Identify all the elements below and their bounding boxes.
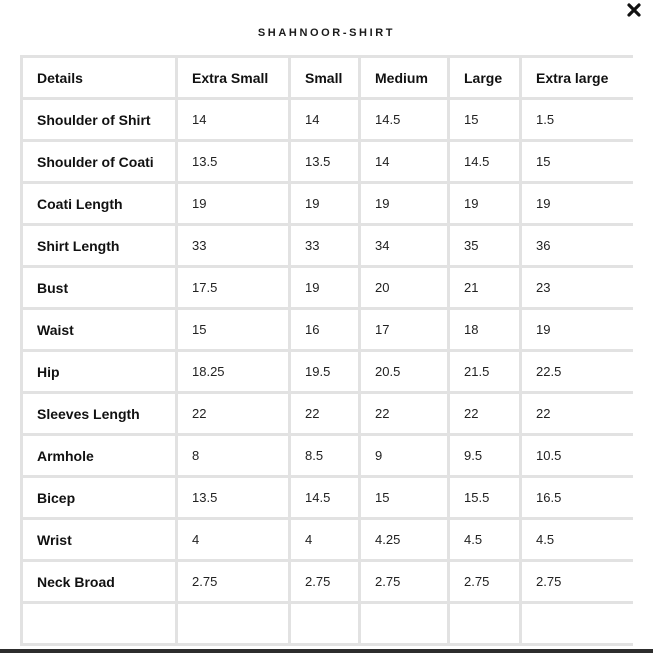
row-label: Sleeves Length bbox=[22, 393, 177, 435]
table-header-row bbox=[22, 57, 634, 99]
table-cell: 14 bbox=[360, 141, 449, 183]
column-header-size: Extra large bbox=[521, 57, 634, 99]
table-cell: 19 bbox=[290, 183, 360, 225]
table-cell: 2.75 bbox=[177, 561, 290, 603]
table-cell: 8.5 bbox=[290, 435, 360, 477]
table-cell bbox=[360, 603, 449, 645]
table-cell bbox=[521, 603, 634, 645]
table-cell: 19 bbox=[521, 183, 634, 225]
table-row bbox=[22, 267, 634, 309]
table-cell: 22 bbox=[521, 393, 634, 435]
table-cell: 4 bbox=[290, 519, 360, 561]
row-label: Coati Length bbox=[22, 183, 177, 225]
table-cell: 20.5 bbox=[360, 351, 449, 393]
row-label: Waist bbox=[22, 309, 177, 351]
table-cell: 15.5 bbox=[449, 477, 521, 519]
table-row bbox=[22, 225, 634, 267]
table-cell: 15 bbox=[177, 309, 290, 351]
row-label: Armhole bbox=[22, 435, 177, 477]
table-cell: 34 bbox=[360, 225, 449, 267]
column-header-details: Details bbox=[22, 57, 177, 99]
table-cell: 2.75 bbox=[449, 561, 521, 603]
column-header-size: Small bbox=[290, 57, 360, 99]
table-cell: 13.5 bbox=[290, 141, 360, 183]
row-label: Hip bbox=[22, 351, 177, 393]
table-cell: 19 bbox=[449, 183, 521, 225]
table-row bbox=[22, 435, 634, 477]
table-cell: 4 bbox=[177, 519, 290, 561]
table-cell: 22 bbox=[177, 393, 290, 435]
close-icon bbox=[624, 0, 644, 20]
table-row bbox=[22, 477, 634, 519]
column-header-size: Extra Small bbox=[177, 57, 290, 99]
row-label: Neck Broad bbox=[22, 561, 177, 603]
table-cell bbox=[290, 603, 360, 645]
table-cell: 21 bbox=[449, 267, 521, 309]
table-cell: 19 bbox=[177, 183, 290, 225]
row-label: Wrist bbox=[22, 519, 177, 561]
table-cell: 4.25 bbox=[360, 519, 449, 561]
row-label bbox=[22, 603, 177, 645]
table-cell: 19 bbox=[360, 183, 449, 225]
close-button[interactable] bbox=[624, 0, 644, 20]
table-row bbox=[22, 99, 634, 141]
table-cell: 2.75 bbox=[290, 561, 360, 603]
row-label: Bicep bbox=[22, 477, 177, 519]
table-cell: 4.5 bbox=[449, 519, 521, 561]
table-cell: 15 bbox=[360, 477, 449, 519]
table-cell: 16 bbox=[290, 309, 360, 351]
table-cell: 17.5 bbox=[177, 267, 290, 309]
table-cell: 10.5 bbox=[521, 435, 634, 477]
table-cell: 13.5 bbox=[177, 141, 290, 183]
table-cell: 20 bbox=[360, 267, 449, 309]
table-cell: 9.5 bbox=[449, 435, 521, 477]
table-cell: 35 bbox=[449, 225, 521, 267]
table-cell: 14 bbox=[290, 99, 360, 141]
table-cell: 22 bbox=[449, 393, 521, 435]
table-cell: 33 bbox=[290, 225, 360, 267]
table-cell: 36 bbox=[521, 225, 634, 267]
table-cell: 21.5 bbox=[449, 351, 521, 393]
table-cell: 8 bbox=[177, 435, 290, 477]
table-cell: 14.5 bbox=[360, 99, 449, 141]
table-cell: 18 bbox=[449, 309, 521, 351]
table-cell: 1.5 bbox=[521, 99, 634, 141]
table-cell: 17 bbox=[360, 309, 449, 351]
table-cell: 19 bbox=[290, 267, 360, 309]
table-cell: 23 bbox=[521, 267, 634, 309]
table-row bbox=[22, 183, 634, 225]
modal-title: SHAHNOOR-SHIRT bbox=[257, 27, 396, 39]
table-cell: 4.5 bbox=[521, 519, 634, 561]
size-chart-container bbox=[20, 55, 633, 653]
table-cell: 19.5 bbox=[290, 351, 360, 393]
table-row bbox=[22, 309, 634, 351]
table-cell: 22.5 bbox=[521, 351, 634, 393]
table-body bbox=[22, 99, 634, 645]
table-cell bbox=[177, 603, 290, 645]
table-cell: 2.75 bbox=[360, 561, 449, 603]
table-cell: 22 bbox=[360, 393, 449, 435]
table-cell: 14.5 bbox=[449, 141, 521, 183]
size-chart-table bbox=[20, 55, 633, 646]
table-cell: 2.75 bbox=[521, 561, 634, 603]
table-cell: 14 bbox=[177, 99, 290, 141]
table-row bbox=[22, 603, 634, 645]
table-row bbox=[22, 141, 634, 183]
column-header-size: Medium bbox=[360, 57, 449, 99]
table-cell: 22 bbox=[290, 393, 360, 435]
table-row bbox=[22, 351, 634, 393]
column-header-size: Large bbox=[449, 57, 521, 99]
table-cell: 19 bbox=[521, 309, 634, 351]
row-label: Shoulder of Shirt bbox=[22, 99, 177, 141]
table-row bbox=[22, 519, 634, 561]
table-cell: 33 bbox=[177, 225, 290, 267]
table-cell bbox=[449, 603, 521, 645]
table-cell: 14.5 bbox=[290, 477, 360, 519]
table-cell: 16.5 bbox=[521, 477, 634, 519]
table-cell: 15 bbox=[449, 99, 521, 141]
row-label: Bust bbox=[22, 267, 177, 309]
table-cell: 15 bbox=[521, 141, 634, 183]
table-row bbox=[22, 561, 634, 603]
bottom-divider bbox=[0, 649, 653, 653]
table-cell: 13.5 bbox=[177, 477, 290, 519]
table-row bbox=[22, 393, 634, 435]
row-label: Shirt Length bbox=[22, 225, 177, 267]
table-cell: 9 bbox=[360, 435, 449, 477]
row-label: Shoulder of Coati bbox=[22, 141, 177, 183]
table-cell: 18.25 bbox=[177, 351, 290, 393]
